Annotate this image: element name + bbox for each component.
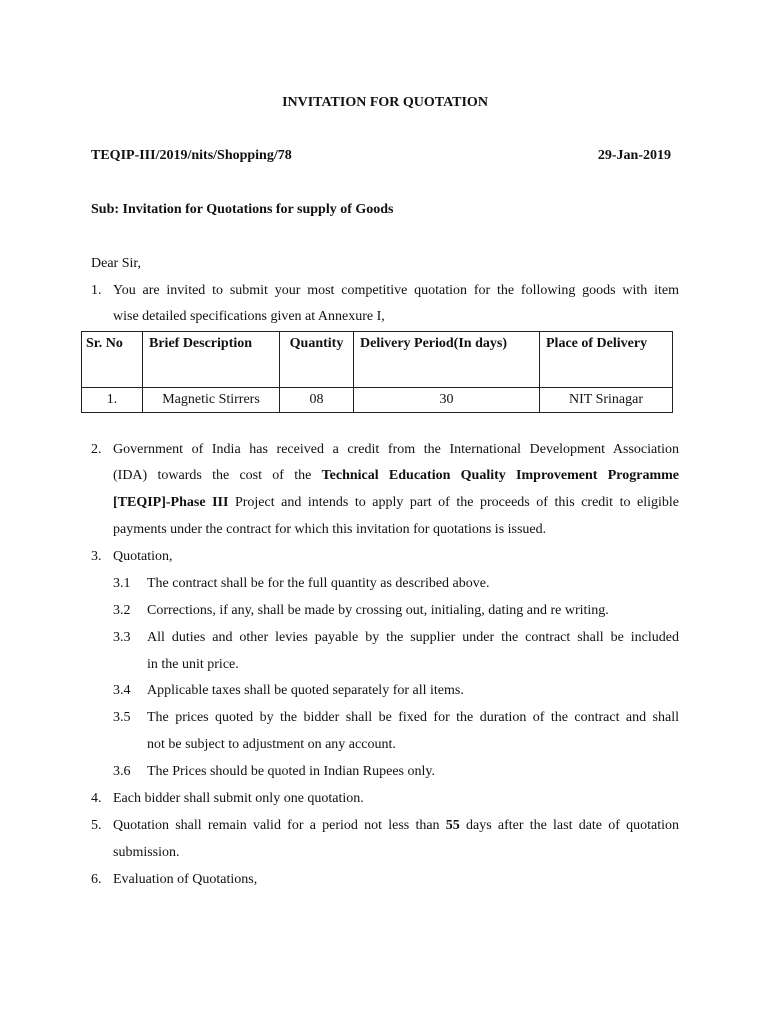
bold-text-segment: Technical Education Quality Improvement Programme <box>321 468 679 483</box>
text-segment: (IDA) towards the cost of the <box>113 468 312 483</box>
paragraph-text-line: You are invited to submit your most competitive quotation for the following goods with item <box>113 283 679 298</box>
document-date: 29-Jan-2019 <box>597 148 671 163</box>
document-title: INVITATION FOR QUOTATION <box>282 95 488 110</box>
paragraph-heading: Quotation, <box>113 549 173 564</box>
paragraph-text-line <box>113 818 679 834</box>
paragraph-number: 6. <box>91 872 102 887</box>
paragraph-text-line: Government of India has received a credit from the International Development Association <box>113 442 679 457</box>
table-cell-delivery-period: 30 <box>354 388 540 413</box>
text-segment: days after the last date of quotation <box>465 818 679 833</box>
subitem-number: 3.1 <box>113 576 131 591</box>
paragraph-text-line: payments under the contract for which this invitation for quotations is issued. <box>113 522 547 537</box>
subitem-text: The Prices should be quoted in Indian Rupees only. <box>147 764 435 779</box>
column-header-description: Brief Description <box>143 332 280 388</box>
salutation: Dear Sir, <box>91 256 141 271</box>
paragraph-text-line: Evaluation of Quotations, <box>113 872 258 887</box>
reference-number: TEQIP-III/2019/nits/Shopping/78 <box>91 148 292 163</box>
bold-text-segment: 55 <box>445 818 460 833</box>
subitem-text: Applicable taxes shall be quoted separately for all items. <box>147 683 464 698</box>
paragraph-number: 5. <box>91 818 102 833</box>
subitem-number: 3.6 <box>113 764 131 779</box>
paragraph-number: 3. <box>91 549 102 564</box>
table-cell-quantity: 08 <box>280 388 354 413</box>
table-cell-sr-no: 1. <box>82 388 143 413</box>
paragraph-text-line <box>113 468 679 484</box>
paragraph-number: 2. <box>91 442 102 457</box>
paragraph-number: 4. <box>91 791 102 806</box>
bold-text-segment: [TEQIP]-Phase III <box>113 495 229 510</box>
text-segment: Project and intends to apply part of the proceeds of this credit to eligible <box>234 495 679 510</box>
subitem-text: The prices quoted by the bidder shall be fixed for the duration of the contract and shall <box>147 710 679 725</box>
paragraph-text-line: Each bidder shall submit only one quotation. <box>113 791 364 806</box>
subitem-number: 3.3 <box>113 630 131 645</box>
column-header-place-of-delivery: Place of Delivery <box>540 332 673 388</box>
column-header-sr-no: Sr. No <box>82 332 143 388</box>
text-segment: Quotation shall remain valid for a period not less than <box>113 818 440 833</box>
subitem-number: 3.5 <box>113 710 131 725</box>
subitem-text: in the unit price. <box>147 657 239 672</box>
table-row <box>82 388 673 413</box>
subitem-text: The contract shall be for the full quantity as described above. <box>147 576 490 591</box>
subject-line: Sub: Invitation for Quotations for supply of Goods <box>91 202 394 217</box>
column-header-delivery-period: Delivery Period(In days) <box>354 332 540 388</box>
subitem-text: Corrections, if any, shall be made by crossing out, initialing, dating and re writing. <box>147 603 609 618</box>
subitem-number: 3.2 <box>113 603 131 618</box>
subitem-text: not be subject to adjustment on any account. <box>147 737 396 752</box>
table-cell-description: Magnetic Stirrers <box>143 388 280 413</box>
subitem-number: 3.4 <box>113 683 131 698</box>
items-table <box>81 331 673 413</box>
paragraph-text-line <box>113 495 679 511</box>
column-header-quantity: Quantity <box>280 332 354 388</box>
table-header-row <box>82 332 673 388</box>
paragraph-text-line: wise detailed specifications given at Annexure I, <box>113 309 385 324</box>
subitem-text: All duties and other levies payable by the supplier under the contract shall be included <box>147 630 679 645</box>
paragraph-text-line: submission. <box>113 845 180 860</box>
table-cell-place-of-delivery: NIT Srinagar <box>540 388 673 413</box>
paragraph-number: 1. <box>91 283 102 298</box>
